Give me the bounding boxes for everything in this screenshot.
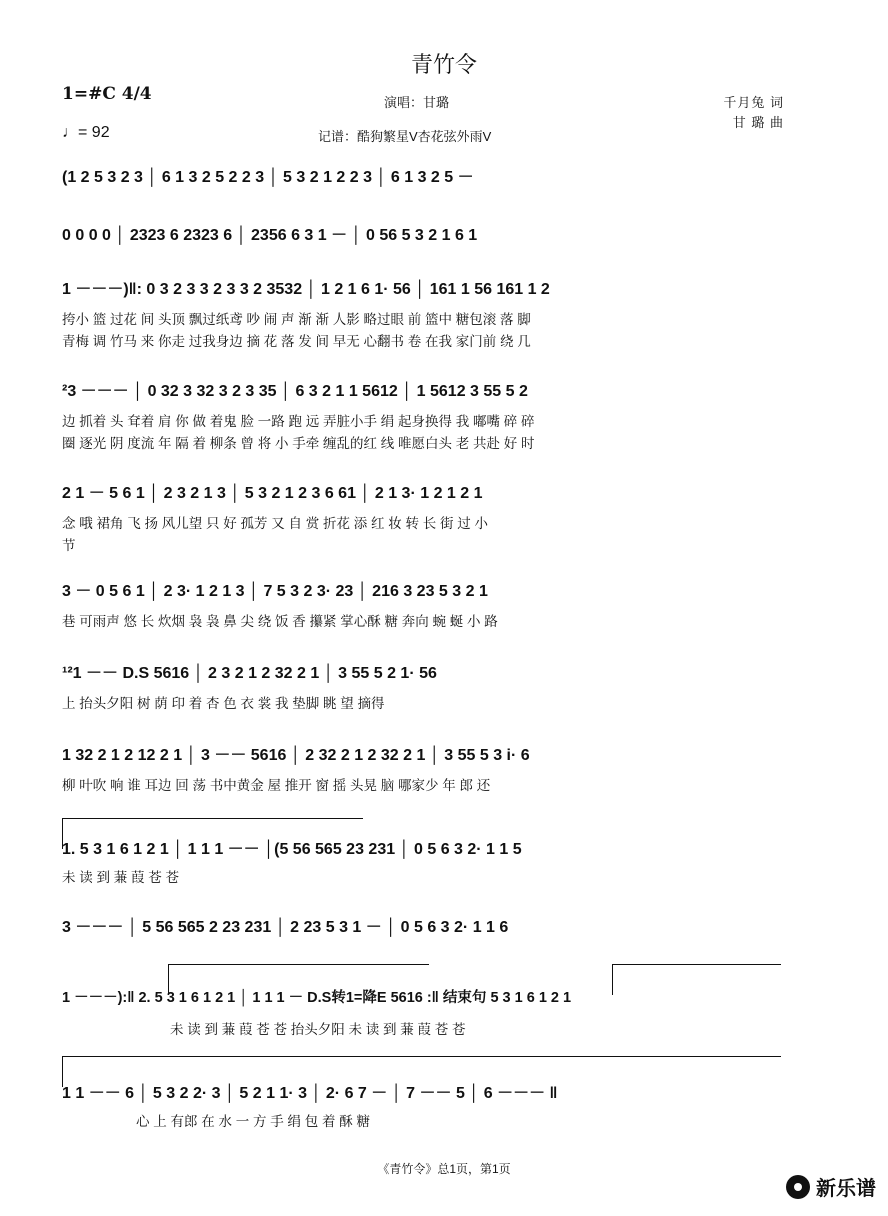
lyric-line: 挎小 篮 过花 间 头顶 飘过纸鸢 吵 闹 声 渐 渐 人影 略过眼 前 篮中 糖包滚 落 脚	[62, 312, 531, 327]
lyricist-credit: 千月兔 词	[723, 95, 784, 110]
tempo-marking: ♩= 92	[62, 124, 110, 141]
lyric-line: 上 抬头夕阳 树 荫 印 着 杏 色 衣 裳 我 垫脚 眺 望 摘得	[62, 696, 385, 711]
singer-credit: 演唱：甘璐	[384, 95, 450, 110]
system-notes: 1. 5 3 1 6 1 2 1 │ 1 1 1 －－ │(5 56 565 23 231 │ 0 5 6 3 2· 1 1 5	[62, 841, 522, 858]
system-notes: 1 1 －－ 6 │ 5 3 2 2· 3 │ 5 2 1 1· 3 │ 2· 6 7 － │ 7 －－ 5 │ 6 －－－ ‖	[62, 1085, 558, 1102]
system-notes: (1 2 5 3 2 3 │ 6 1 3 2 5 2 2 3 │ 5 3 2 1 2 2 3 │ 6 1 3 2 5 －	[62, 169, 474, 186]
system-notes: 1 －－－):‖ 2. 5 3 1 6 1 2 1 │ 1 1 1 － D.S转1=降E 5616 :‖ 结束句 5 3 1 6 1 2 1	[62, 990, 572, 1006]
scribe-credit: 记谱：酷狗繁星V杏花弦外雨V	[318, 129, 492, 144]
lyric-line: 念 哦 裙角 飞 扬 风儿望 只 好 孤芳 又 自 赏 折花 添 红 妆 转 长 街 过 小	[62, 516, 489, 531]
lyric-line: 巷 可雨声 悠 长 炊烟 袅 袅 鼻 尖 绕 饭 香 攥紧 掌心酥 糖 奔向 蜿 蜒 小 路	[62, 614, 498, 629]
lyric-line: 边 抓着 头 耷着 肩 你 做 着鬼 脸 一路 跑 远 弄脏小手 绢 起身换得 我 嘟嘴 碎 碎	[62, 414, 535, 429]
system-notes: 2 1 － 5 6 1 │ 2 3 2 1 3 │ 5 3 2 1 2 3 6 61 │ 2 1 3· 1 2 1 2 1	[62, 485, 483, 502]
key-signature: 1=#C 4/4	[62, 84, 152, 104]
lyric-line: 未 读 到 蒹 葭 苍 苍 抬头夕阳 未 读 到 蒹 葭 苍 苍	[170, 1022, 466, 1037]
music-disc-icon	[786, 1175, 810, 1199]
lyric-line: 未 读 到 蒹 葭 苍 苍	[62, 870, 180, 885]
logo-text: 新乐谱	[816, 1176, 876, 1200]
system-notes: 1 －－－)‖: 0 3 2 3 3 2 3 3 2 3532 │ 1 2 1 6 1· 56 │ 161 1 56 161 1 2	[62, 281, 550, 298]
system-notes: 0 0 0 0 │ 2323 6 2323 6 │ 2356 6 3 1 － │ 0 56 5 3 2 1 6 1	[62, 227, 478, 244]
lyric-line: 柳 叶吹 响 谁 耳边 回 荡 书中黄金 屋 推开 窗 摇 头晃 脑 哪家少 年 郎 还	[62, 778, 491, 793]
lyric-line: 青梅 调 竹马 来 你走 过我身边 摘 花 落 发 间 早无 心翻书 卷 在我 家门前 绕 几	[62, 334, 531, 349]
system-notes: ¹²1 －－ D.S 5616 │ 2 3 2 1 2 32 2 1 │ 3 55 5 2 1· 56	[62, 665, 437, 682]
system-notes: 3 － 0 5 6 1 │ 2 3· 1 2 1 3 │ 7 5 3 2 3· 23 │ 216 3 23 5 3 2 1	[62, 583, 488, 600]
lyric-line: 圈 逐光 阴 度流 年 隔 着 柳条 曾 将 小 手牵 缠乱的红 线 唯愿白头 老 共赴 好 时	[62, 436, 535, 451]
system-notes: ²3 －－－ │ 0 32 3 32 3 2 3 35 │ 6 3 2 1 1 5612 │ 1 5612 3 55 5 2	[62, 383, 528, 400]
lyric-line: 心 上 有郎 在 水 一 方 手 绢 包 着 酥 糖	[136, 1114, 371, 1129]
system-notes: 3 －－－ │ 5 56 565 2 23 231 │ 2 23 5 3 1 － │ 0 5 6 3 2· 1 1 6	[62, 919, 509, 936]
composer-credit: 甘 璐 曲	[732, 115, 784, 130]
system-notes: 1 32 2 1 2 12 2 1 │ 3 －－ 5616 │ 2 32 2 1 2 32 2 1 │ 3 55 5 3 i· 6	[62, 747, 530, 764]
lyric-line: 节	[62, 538, 76, 553]
page-footer: 《青竹令》总1页，第1页	[377, 1162, 511, 1176]
site-logo	[786, 1172, 876, 1201]
volta-bracket	[612, 964, 781, 995]
page-title: 青竹令	[410, 52, 477, 77]
